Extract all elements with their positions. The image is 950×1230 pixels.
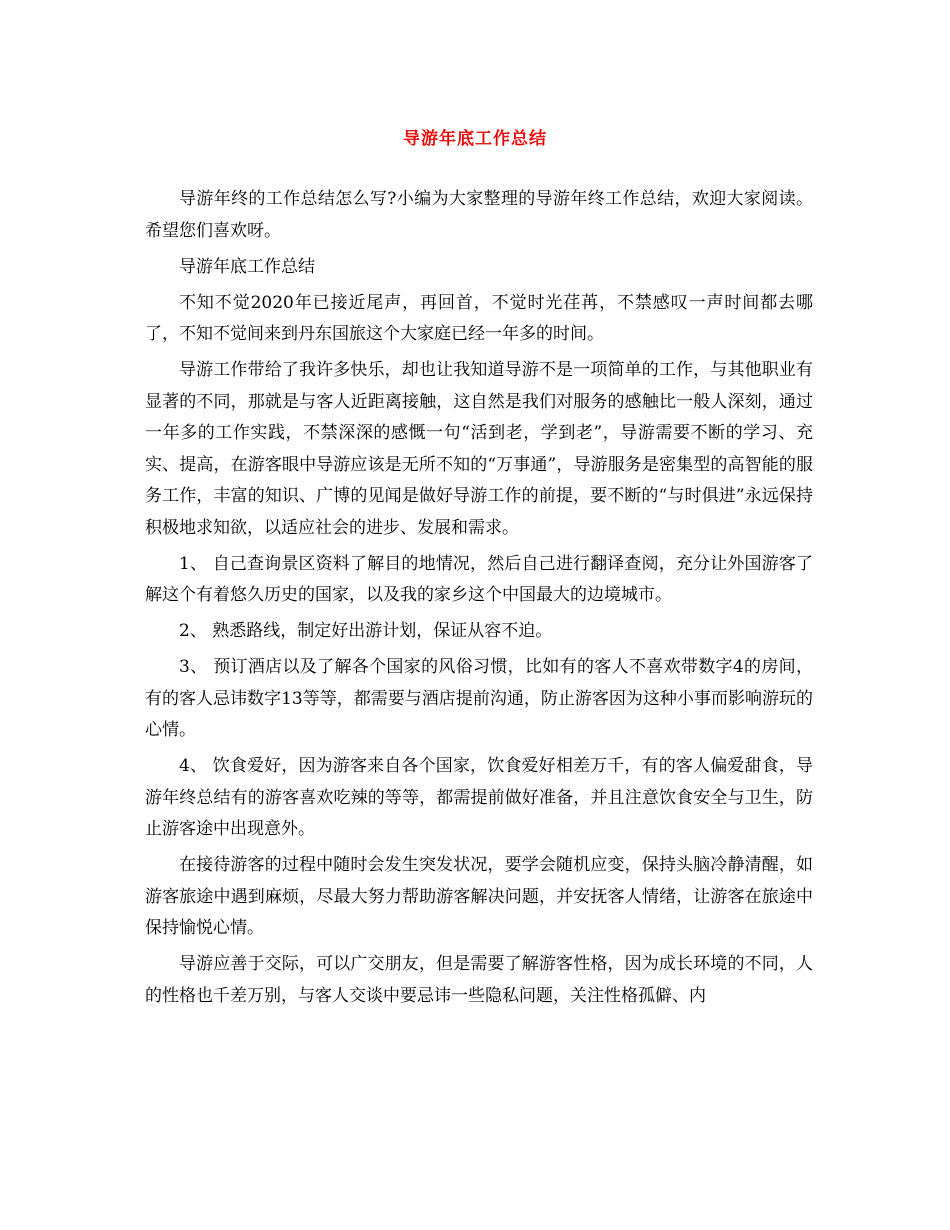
paragraph-intro: 导游年终的工作总结怎么写?小编为大家整理的导游年终工作总结，欢迎大家阅读。希望您们喜欢呀。 xyxy=(145,189,813,241)
list-item: 1、 自己查询景区资料了解目的地情况，然后自己进行翻译查阅，充分让外国游客了解这个有着悠久历史的国家，以及我的家乡这个中国最大的边境城市。 xyxy=(145,553,813,605)
document-body xyxy=(145,184,813,1017)
list-item: 3、 预订酒店以及了解各个国家的风俗习惯，比如有的客人不喜欢带数字4的房间，有的客人忌讳数字13等等，都需要与酒店提前沟通，防止游客因为这种小事而影响游玩的心情。 xyxy=(145,657,813,740)
paragraph: 导游工作带给了我许多快乐，却也让我知道导游不是一项简单的工作，与其他职业有显著的不同，那就是与客人近距离接触，这自然是我们对服务的感触比一般人深刻，通过一年多的工作实践，不禁深深的感慨一句“活到老，学到老”，导游需要不断的学习、充实、提高，在游客眼中导游应该是无所不知的“万事通”，导游服务是密集型的高智能的服务工作，丰富的知识、广博的见闻是做好导游工作的前提，要不断的“与时俱进”永远保持积极地求知欲，以适应社会的进步、发展和需求。 xyxy=(145,360,813,538)
list-item: 2、 熟悉路线，制定好出游计划，保证从容不迫。 xyxy=(179,621,553,641)
paragraph: 在接待游客的过程中随时会发生突发状况，要学会随机应变，保持头脑冷静清醒，如游客旅途中遇到麻烦，尽最大努力帮助游客解决问题，并安抚客人情绪，让游客在旅途中保持愉悦心情。 xyxy=(145,855,813,938)
paragraph: 导游应善于交际，可以广交朋友，但是需要了解游客性格，因为成长环境的不同，人的性格也千差万别，与客人交谈中要忌讳一些隐私问题，关注性格孤僻、内 xyxy=(145,954,813,1006)
list-item: 4、 饮食爱好，因为游客来自各个国家，饮食爱好相差万千，有的客人偏爱甜食，导游年终总结有的游客喜欢吃辣的等等，都需提前做好准备，并且注意饮食安全与卫生，防止游客途中出现意外。 xyxy=(145,756,813,839)
paragraph-subtitle: 导游年底工作总结 xyxy=(179,256,315,277)
document-title: 导游年底工作总结 xyxy=(403,129,547,149)
paragraph: 不知不觉2020年已接近尾声，再回首，不觉时光荏苒，不禁感叹一声时间都去哪了，不知不觉间来到丹东国旅这个大家庭已经一年多的时间。 xyxy=(145,292,813,344)
